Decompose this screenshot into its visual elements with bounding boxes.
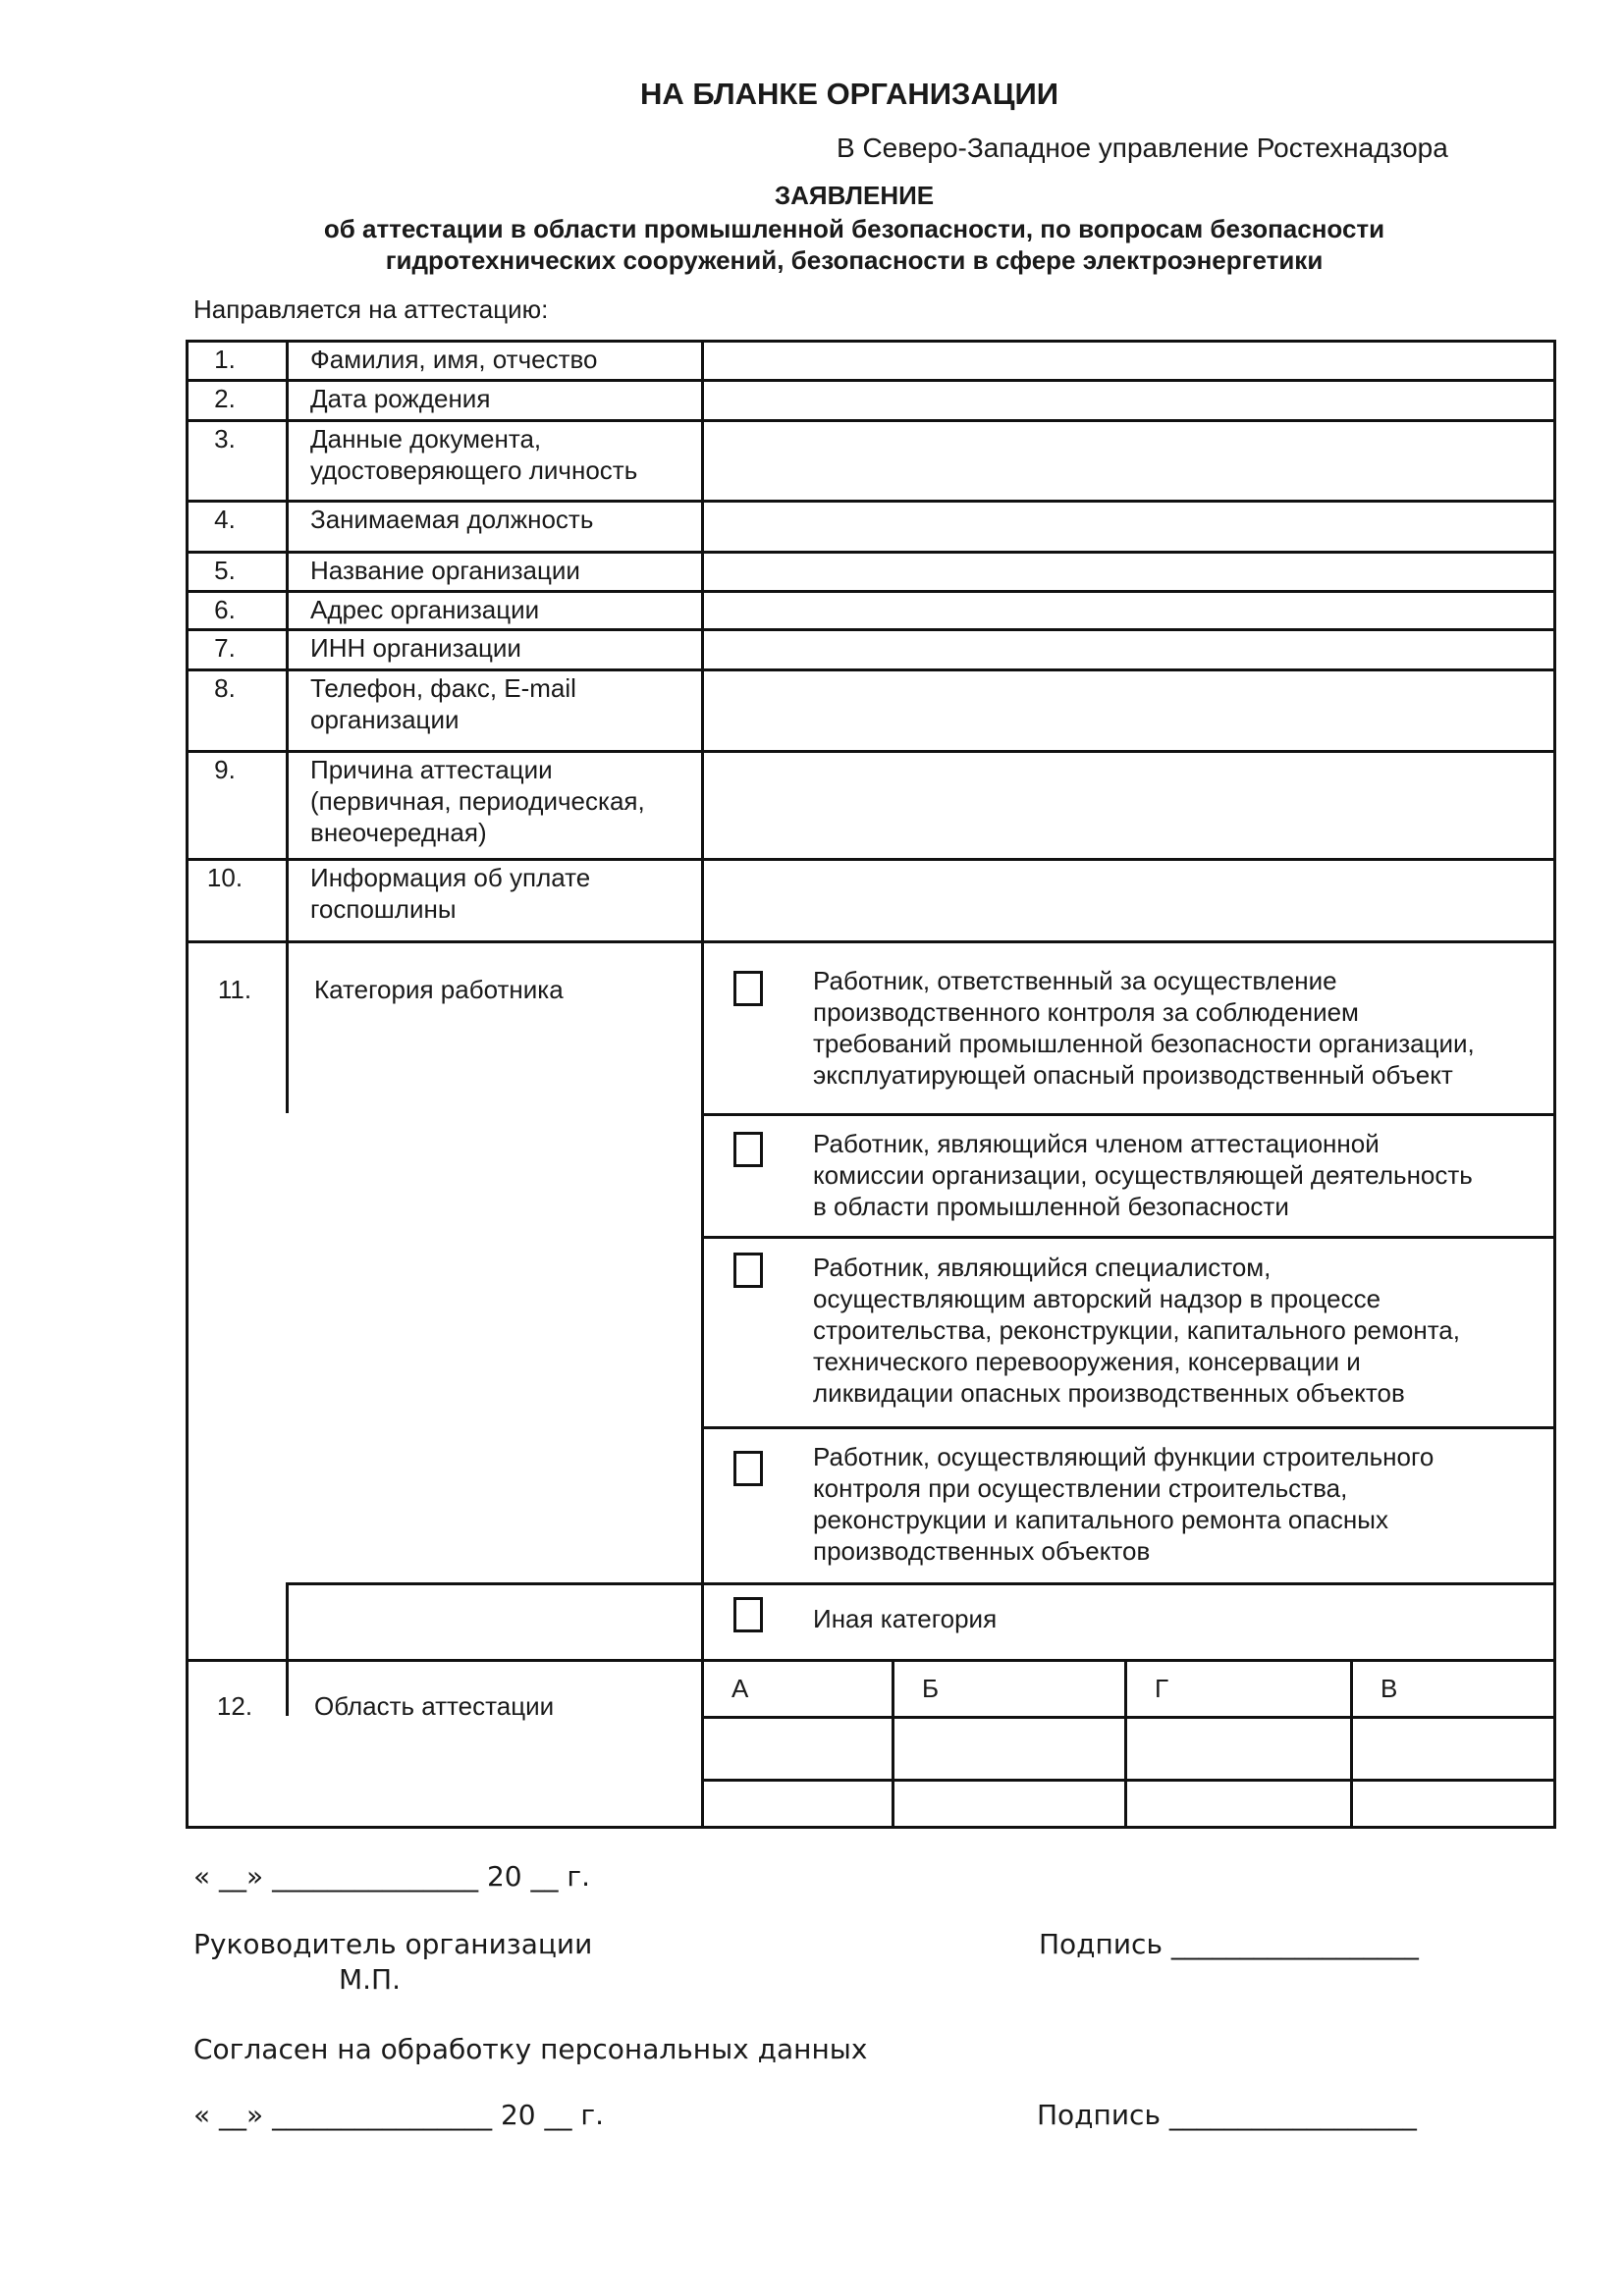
column-divider-number [286, 1659, 289, 1716]
value-field-row-2[interactable] [707, 385, 1547, 413]
row-number: 5. [214, 556, 236, 585]
row-label: Область аттестации [314, 1691, 555, 1721]
category-option-label: производственного контроля за соблюдением [813, 997, 1359, 1027]
value-field-row-6[interactable] [707, 596, 1547, 622]
row-number: 9. [214, 755, 236, 784]
category-option-label: ликвидации опасных производственных объектов [813, 1378, 1405, 1408]
area-cell[interactable] [1356, 1723, 1547, 1778]
document-subtitle-line1: об аттестации в области промышленной безопасности, по вопросам безопасности [323, 214, 1385, 243]
row-number: 6. [214, 595, 236, 624]
stamp-label: М.П. [339, 1963, 402, 1996]
category-other-top [286, 1582, 1556, 1585]
area-row-divider [701, 1716, 1556, 1719]
area-cell[interactable] [897, 1723, 1118, 1778]
document-subtitle-line2: гидротехнических сооружений, безопасности в сфере электроэнергетики [385, 245, 1324, 275]
row-divider [186, 940, 1556, 943]
category-checkbox-4[interactable] [733, 1451, 763, 1486]
column-divider-value [701, 940, 704, 1659]
row-label: ИНН организации [310, 633, 521, 663]
row-label: внеочередная) [310, 818, 487, 847]
category-option-label: эксплуатирующей опасный производственный объект [813, 1060, 1453, 1090]
category-option-label: технического перевооружения, консервации и [813, 1347, 1361, 1376]
table-right-border [1553, 940, 1556, 1659]
area-cell[interactable] [707, 1723, 886, 1778]
row-label: госпошлины [310, 894, 457, 924]
row-label: Дата рождения [310, 384, 491, 413]
category-checkbox-1[interactable] [733, 971, 763, 1006]
area-column-header: А [731, 1674, 749, 1703]
category-checkbox-2[interactable] [733, 1132, 763, 1167]
value-field-row-3[interactable] [707, 425, 1547, 494]
value-field-row-9[interactable] [707, 756, 1547, 852]
row-divider [186, 419, 1556, 422]
row-label: Телефон, факс, E-mail [310, 673, 576, 703]
category-option-label: Работник, осуществляющий функции строительного [813, 1442, 1435, 1471]
table-right-border [1553, 340, 1556, 940]
column-divider-value [701, 340, 704, 940]
category-option-label: Работник, ответственный за осуществление [813, 966, 1337, 995]
category-option-label: контроля при осуществлении строительства, [813, 1473, 1348, 1503]
page-title: НА БЛАНКЕ ОРГАНИЗАЦИИ [639, 77, 1059, 111]
row-number: 8. [214, 673, 236, 703]
row-number: 7. [214, 633, 236, 663]
value-field-row-8[interactable] [707, 674, 1547, 744]
value-field-row-4[interactable] [707, 506, 1547, 545]
row-label: Причина аттестации [310, 755, 553, 784]
signature-line-1[interactable]: Подпись __________________ [1039, 1928, 1419, 1960]
row-label: удостоверяющего личность [310, 455, 638, 485]
category-checkbox-5[interactable] [733, 1597, 763, 1632]
area-cell[interactable] [1130, 1723, 1344, 1778]
category-option-divider [701, 1236, 1556, 1239]
row-label: Категория работника [314, 975, 564, 1004]
row-label: Информация об уплате [310, 863, 591, 892]
category-option-divider [701, 1426, 1556, 1429]
area-column-divider [892, 1659, 894, 1826]
area-cell[interactable] [707, 1786, 886, 1825]
table-right-border [1553, 1659, 1556, 1826]
value-field-row-7[interactable] [707, 634, 1547, 663]
consent-label: Согласен на обработку персональных данных [193, 2033, 868, 2065]
row-number: 3. [214, 424, 236, 454]
document-heading: ЗАЯВЛЕНИЕ [774, 181, 935, 210]
category-option-label: осуществляющим авторский надзор в процессе [813, 1284, 1381, 1313]
category-option-label: строительства, реконструкции, капитального ремонта, [813, 1315, 1460, 1345]
row-number: 12. [216, 1691, 253, 1721]
value-field-row-1[interactable] [707, 346, 1547, 373]
value-field-row-10[interactable] [707, 864, 1547, 934]
row-number: 4. [214, 505, 236, 534]
table-left-border [186, 340, 189, 940]
category-option-label: Работник, являющийся членом аттестационной [813, 1129, 1380, 1158]
row-label: Название организации [310, 556, 580, 585]
area-column-divider [1350, 1659, 1353, 1826]
column-divider-value [701, 1659, 704, 1826]
area-cell[interactable] [897, 1786, 1118, 1825]
direction-label: Направляется на аттестацию: [193, 294, 549, 324]
table-left-border [186, 940, 189, 1659]
row-divider [186, 379, 1556, 382]
addressee: В Северо-Западное управление Ростехнадзора [837, 133, 1448, 163]
column-divider-number [286, 1582, 289, 1659]
row-label: организации [310, 705, 460, 734]
row-label: Данные документа, [310, 424, 542, 454]
row-label: Занимаемая должность [310, 505, 594, 534]
area-column-header: Г [1155, 1674, 1169, 1703]
row-divider [186, 590, 1556, 593]
row-label: Фамилия, имя, отчество [310, 345, 598, 374]
area-column-divider [1124, 1659, 1127, 1826]
row-label: (первичная, периодическая, [310, 786, 645, 816]
row-label: Адрес организации [310, 595, 540, 624]
category-option-label: производственных объектов [813, 1536, 1151, 1566]
date-line-1[interactable]: « __» _______________ 20 __ г. [193, 1860, 591, 1893]
row-number: 11. [217, 975, 252, 1004]
category-option-label: Работник, являющийся специалистом, [813, 1253, 1272, 1282]
head-of-organization-label: Руководитель организации [193, 1928, 593, 1960]
column-divider-number [286, 340, 289, 940]
category-option-label: комиссии организации, осуществляющей деятельность [813, 1160, 1473, 1190]
value-field-row-5[interactable] [707, 557, 1547, 584]
row-number: 1. [214, 345, 236, 374]
row-divider [186, 668, 1556, 671]
table-top-border [186, 340, 1556, 343]
category-checkbox-3[interactable] [733, 1253, 763, 1288]
category-option-divider [701, 1113, 1556, 1116]
row-number: 10. [206, 863, 244, 892]
area-cell[interactable] [1130, 1786, 1344, 1825]
row-number: 2. [214, 384, 236, 413]
category-option-label: Иная категория [813, 1604, 998, 1633]
column-divider-number [286, 940, 289, 1113]
area-row-divider [701, 1779, 1556, 1782]
row-divider [186, 500, 1556, 503]
area-cell[interactable] [1356, 1786, 1547, 1825]
row-divider [186, 750, 1556, 753]
category-option-label: реконструкции и капитального ремонта опасных [813, 1505, 1388, 1534]
table-left-border [186, 1659, 189, 1826]
row-divider [186, 858, 1556, 861]
area-column-header: В [1380, 1674, 1398, 1703]
row-divider [186, 551, 1556, 554]
signature-line-2[interactable]: Подпись __________________ [1037, 2099, 1417, 2131]
row-divider [186, 628, 1556, 631]
category-option-label: требований промышленной безопасности организации, [813, 1029, 1475, 1058]
date-line-2[interactable]: « __» ________________ 20 __ г. [193, 2099, 605, 2131]
category-option-label: в области промышленной безопасности [813, 1192, 1289, 1221]
area-column-header: Б [922, 1674, 940, 1703]
table-bottom-border [186, 1826, 1556, 1829]
